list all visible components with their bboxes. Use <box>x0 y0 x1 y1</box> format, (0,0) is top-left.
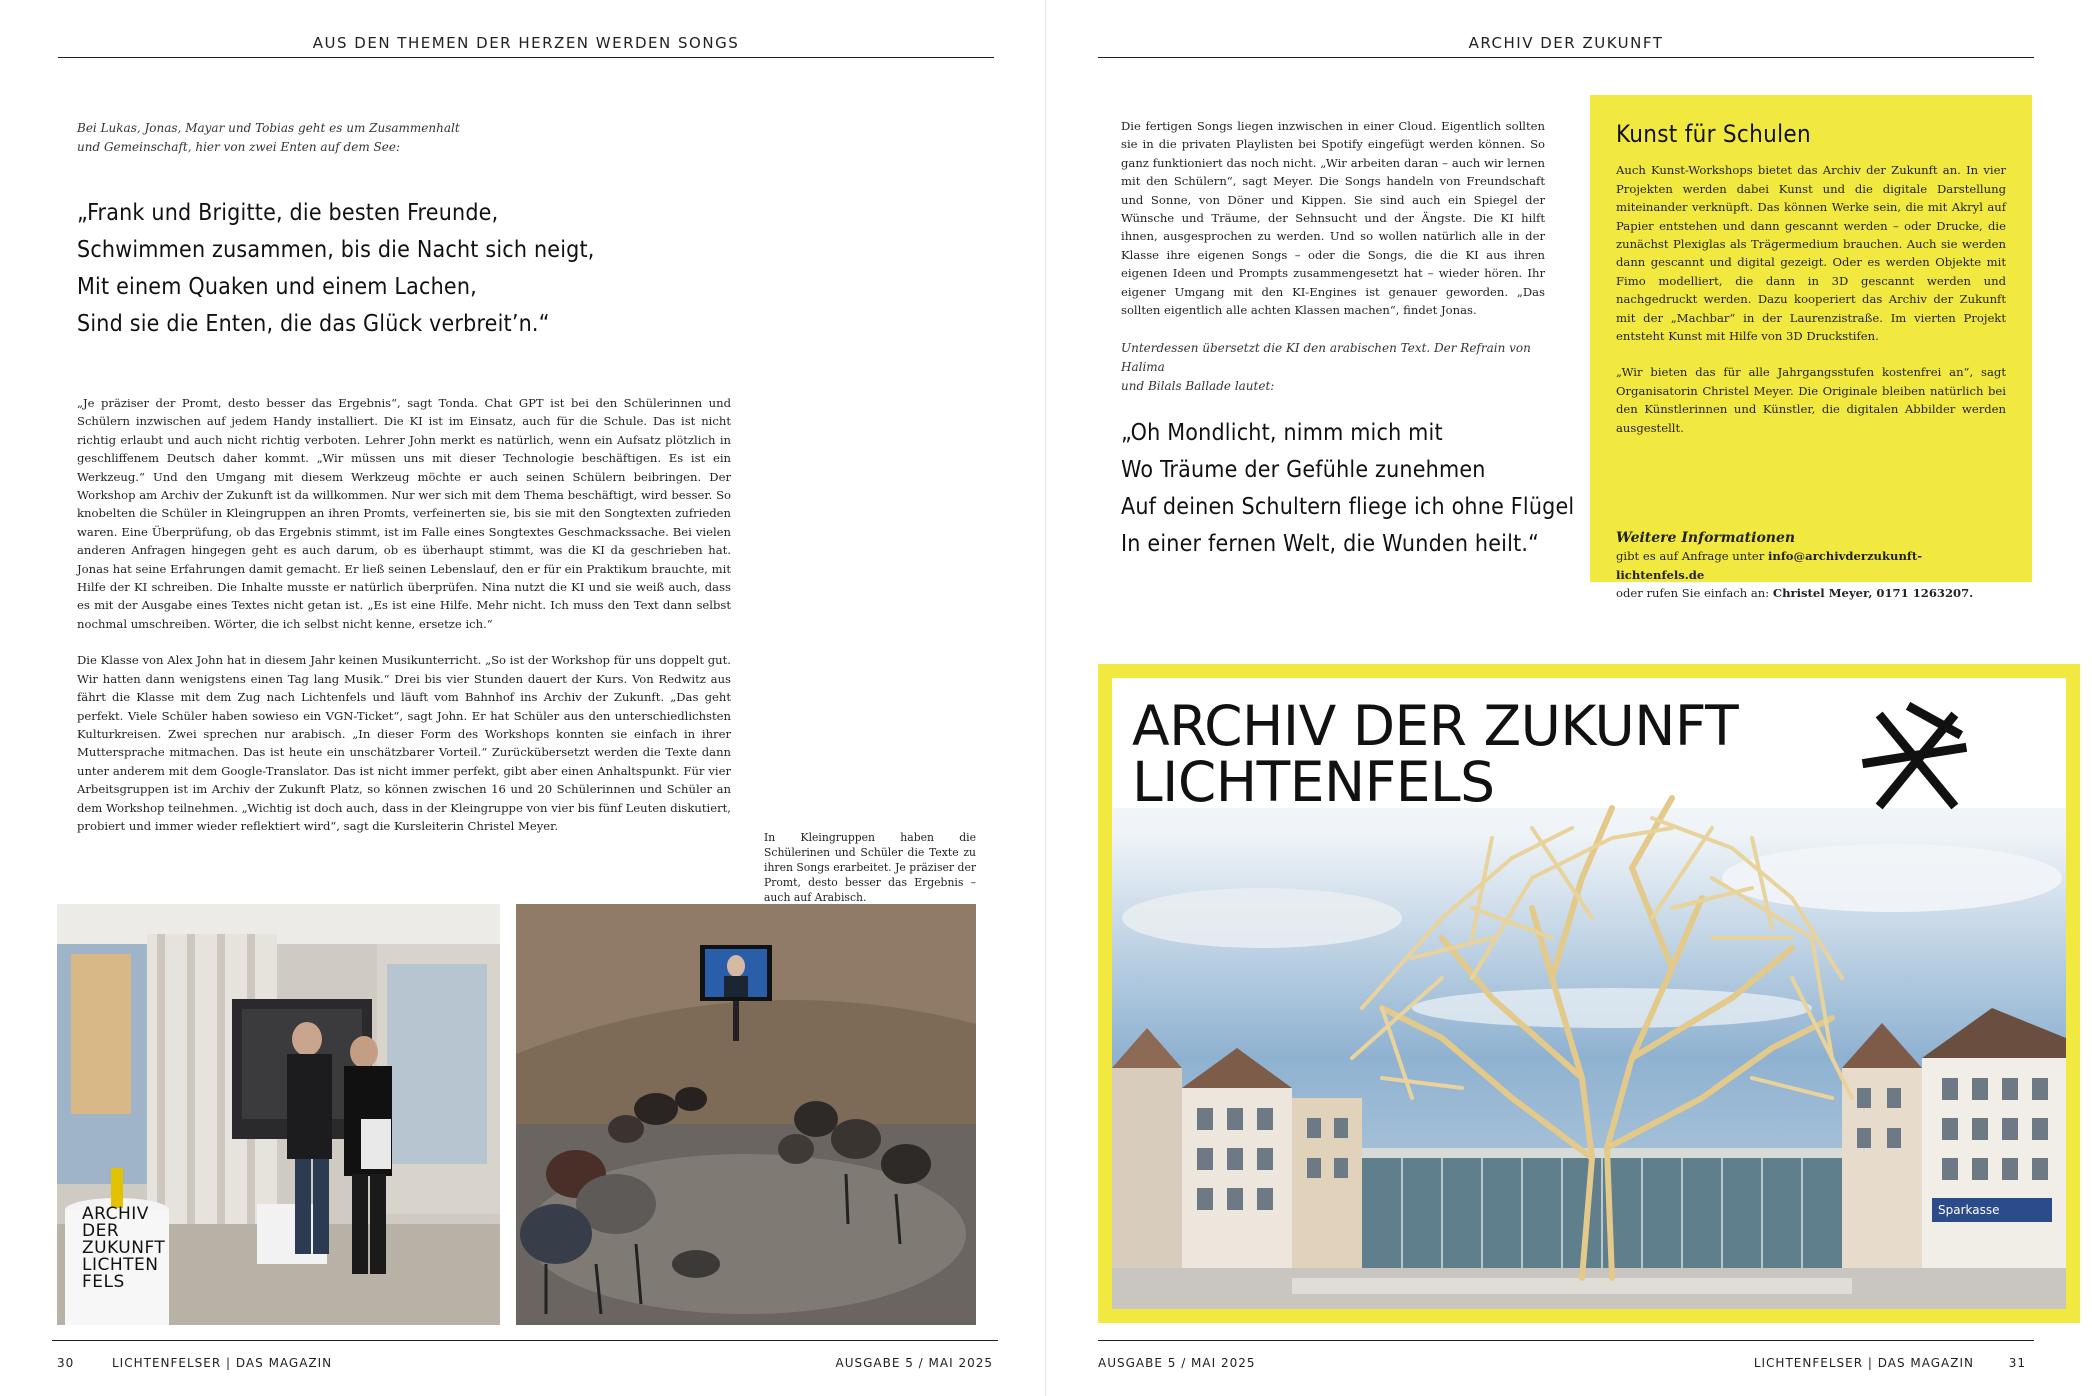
contact-phone: Christel Meyer, 0171 1263207. <box>1772 585 1974 600</box>
poem-line: Wo Träume der Gefühle zunehmen <box>1121 457 1486 483</box>
info-box-title: Kunst für Schulen <box>1616 120 1811 148</box>
more-info-title: Weitere Informationen <box>1616 530 1796 547</box>
poem-line: „Oh Mondlicht, nimm mich mit <box>1121 420 1443 446</box>
right-page <box>1046 0 2092 1396</box>
poem-line: Auf deinen Schultern fliege ich ohne Flügel <box>1121 494 1575 520</box>
poem-ducks <box>77 195 637 343</box>
photo-students-at-screen <box>57 904 500 1325</box>
intro-italic-left <box>77 119 497 157</box>
more-info-line <box>1616 584 2006 602</box>
poem-line: Sind sie die Enten, die das Glück verbreit’n.“ <box>77 311 550 337</box>
poster-title-line: ARCHIV DER ZUKUNFT <box>1132 694 1739 758</box>
archiv-poster <box>1098 664 2080 1323</box>
poem-moonlight <box>1121 415 1575 563</box>
more-info-prefix: oder rufen Sie einfach an: <box>1616 585 1773 600</box>
body-paragraph: „Je präziser der Promt, desto besser das Ergebnis“, sagt Tonda. Chat GPT ist bei den Schülerinnen und Schülern inzwischen auf jedem Handy installiert. Die KI ist im Einsatz, auch für die Schule. Das ist nicht richtig erlaubt und auch nicht richtig verboten. Lehrer John merkt es natürlich, wenn ein Aufsatz plötzlich in geschliffenem Deutsch daher kommt. „Wir müssen uns mit dieser Technologie beschäftigen. Es ist ein Werkzeug.“ Und den Umgang mit diesem Werkzeug möchte er auch seinen Schülern beibringen. Der Workshop am Archiv der Zukunft ist da willkommen. Nur wer sich mit dem Thema beschäftigt, wird besser. So knobelten die Schüler in Kleingruppen an ihren Promts, verfeinerten sie, bis sie mit den Songtexten zufrieden waren. Eine Überprüfung, ob das Ergebnis stimmt, ist im Falle eines Songtextes Geschmackssache. Bei vielen anderen Anfragen hingegen geht es auch darum, ob es überhaupt stimmt, was die KI da geschrieben hat. Jonas hat seine Erfahrungen damit gemacht. Er ließ seinen Lebenslauf, den er für ein Praktikum brauchte, mit Hilfe der KI schreiben. Die Inhalte musste er natürlich überprüfen. Nina nutzt die KI und sie weiß auch, dass es mit der Ausgabe eines Textes nicht getan ist. „Es ist eine Hilfe. Mehr nicht. Ich muss den Text dann selbst nochmal umschreiben. Wörter, die ich selbst nicht kenne, ersetze ich.“ <box>77 396 731 631</box>
info-box-more <box>1616 529 2006 602</box>
photo-workshop-room-image <box>516 904 976 1325</box>
email-link[interactable]: info@archivderzukunft-lichtenfels.de <box>1616 549 1923 582</box>
intro-line: Unterdessen übersetzt die KI den arabischen Text. Der Refrain von Halima <box>1121 341 1531 374</box>
archiv-sign-on-counter <box>82 1206 165 1291</box>
more-info-prefix: gibt es auf Anfrage unter <box>1616 549 1768 564</box>
magazine-name-left: LICHTENFELSER | DAS MAGAZIN <box>112 1356 333 1370</box>
body-paragraph: Die Klasse von Alex John hat in diesem Jahr keinen Musikunterricht. „So ist der Workshop für uns doppelt gut. Wir hatten dann wenigstens einen Tag lang Musik.“ Drei bis vier Stunden dauert der Kurs. Von Redwitz aus fährt die Klasse mit dem Zug nach Lichtenfels und läuft vom Bahnhof ins Archiv der Zukunft. „Das geht perfekt. Viele Schüler haben sowieso ein VGN-Ticket“, sagt John. Er hat Schüler aus den unterschiedlichsten Kulturkreisen. Zwei sprechen nur arabisch. „In dieser Form des Workshops konnten sie einfach in ihrer Muttersprache mitmachen. Das ist heute ein unschätzbarer Vorteil.“ Zurückübersetzt werden die Texte dann unter anderem mit dem Google-Translator. Das ist nicht immer perfekt, gibt aber einen Anhaltspunkt. Für vier Arbeitsgruppen ist im Archiv der Zukunft Platz, so können zwischen 16 und 20 Schülerinnen und Schüler an dem Workshop teilnehmen. „Wichtig ist doch auch, dass in der Kleingruppe von vier bis fünf Leuten diskutiert, probiert und immer wieder reflektiert wird“, sagt die Kursleiterin Christel Meyer. <box>77 653 731 833</box>
article-body-left <box>77 394 731 853</box>
poem-line: In einer fernen Welt, die Wunden heilt.“ <box>1121 531 1540 557</box>
running-head-left-text: AUS DEN THEMEN DER HERZEN WERDEN SONGS <box>312 34 740 52</box>
running-head-right-text: ARCHIV DER ZUKUNFT <box>1468 34 1664 52</box>
running-head-left <box>58 34 994 58</box>
poem-line: Mit einem Quaken und einem Lachen, <box>77 274 477 300</box>
sign-line: LICHTEN <box>82 1255 159 1275</box>
issue-left: AUSGABE 5 / MAI 2025 <box>835 1356 993 1370</box>
magazine-name-right: LICHTENFELSER | DAS MAGAZIN <box>1753 1356 1974 1370</box>
intro-line: und Bilals Ballade lautet: <box>1121 379 1275 393</box>
photo-caption-text: In Kleingruppen haben die Schülerinen und Schüler die Texte zu ihren Songs erarbeitet. Je präziser der Promt, desto besser das Ergebnis – auch auf Arabisch. <box>764 831 976 904</box>
more-info-line <box>1616 547 2006 584</box>
intro-line: und Gemeinschaft, hier von zwei Enten auf dem See: <box>77 140 400 154</box>
intro-italic-right <box>1121 339 1561 393</box>
sign-line: ARCHIV <box>82 1204 149 1224</box>
issue-right: AUSGABE 5 / MAI 2025 <box>1098 1356 1256 1370</box>
poster-title-line: LICHTENFELS <box>1132 750 1495 814</box>
body-paragraph: Die fertigen Songs liegen inzwischen in einer Cloud. Eigentlich sollten sie in die privaten Playlisten bei Spotify eingefügt werden können. So ganz funktioniert das noch nicht. „Wir arbeiten daran – auch wir lernen mit den Schülern“, sagt Meyer. Die Songs handeln von Freundschaft und Sonne, von Döner und Kippen. Sie sind auch ein Spiegel der Wünsche und Träume, der Sehnsucht und der Ängste. Die KI hilft ihnen, ausgesprochen zu werden. Und so wollen natürlich alle in der Klasse ihre eigenen Songs – oder die Songs, die die KI aus ihren eigenen Ideen und Prompts zusammengesetzt hat – wieder hören. Ihr eigener Umgang mit den KI-Engines ist genauer geworden. „Das sollten eigentlich alle achten Klassen machen“, findet Jonas. <box>1121 119 1545 318</box>
article-body-right <box>1121 117 1545 337</box>
page-number-right: 31 <box>2008 1356 2026 1370</box>
poem-line: Schwimmen zusammen, bis die Nacht sich neigt, <box>77 237 595 263</box>
poster-title <box>1132 694 1739 814</box>
photo-workshop-room <box>516 904 976 1325</box>
page-number-left: 30 <box>57 1356 75 1370</box>
info-box-paragraph: „Wir bieten das für alle Jahrgangsstufen kostenfrei an“, sagt Organisatorin Christel Meyer. Die Originale bleiben natürlich bei den Künstlerinnen und Künstler, die digitalen Abbilder werden ausgestellt. <box>1616 365 2006 435</box>
sign-line: ZUKUNFT <box>82 1238 166 1258</box>
footer-left <box>52 1340 998 1370</box>
info-box-kunst-fuer-schulen <box>1590 95 2032 600</box>
info-box-paragraph: Auch Kunst-Workshops bietet das Archiv der Zukunft an. In vier Projekten werden dabei Kunst und die digitale Darstellung miteinander verknüpft. Das können Werke sein, die mit Akryl auf Papier entstehen und dann gescannt werden – oder Drucke, die zunächst Plexiglas als Trägermedium brauchen. Auch sie werden dann gescannt und digital gezeigt. Oder es werden Objekte mit Fimo modelliert, die dann in 3D gescannt werden und nachgedruckt werden. Dazu kooperiert das Archiv der Zukunft mit der „Machbar“ in der Laurenzistraße. Im vierten Projekt entsteht Kunst mit Hilfe von 3D Druckstifen. <box>1616 163 2006 344</box>
bank-sign: Sparkasse <box>1938 1203 2000 1217</box>
poem-line: „Frank und Brigitte, die besten Freunde, <box>77 200 499 226</box>
intro-line: Bei Lukas, Jonas, Mayar und Tobias geht es um Zusammenhalt <box>77 121 460 135</box>
sign-line: DER <box>82 1221 120 1241</box>
photo-caption <box>764 830 976 905</box>
footer-right <box>1098 1340 2034 1370</box>
sign-line: FELS <box>82 1272 125 1292</box>
running-head-right <box>1098 34 2034 58</box>
